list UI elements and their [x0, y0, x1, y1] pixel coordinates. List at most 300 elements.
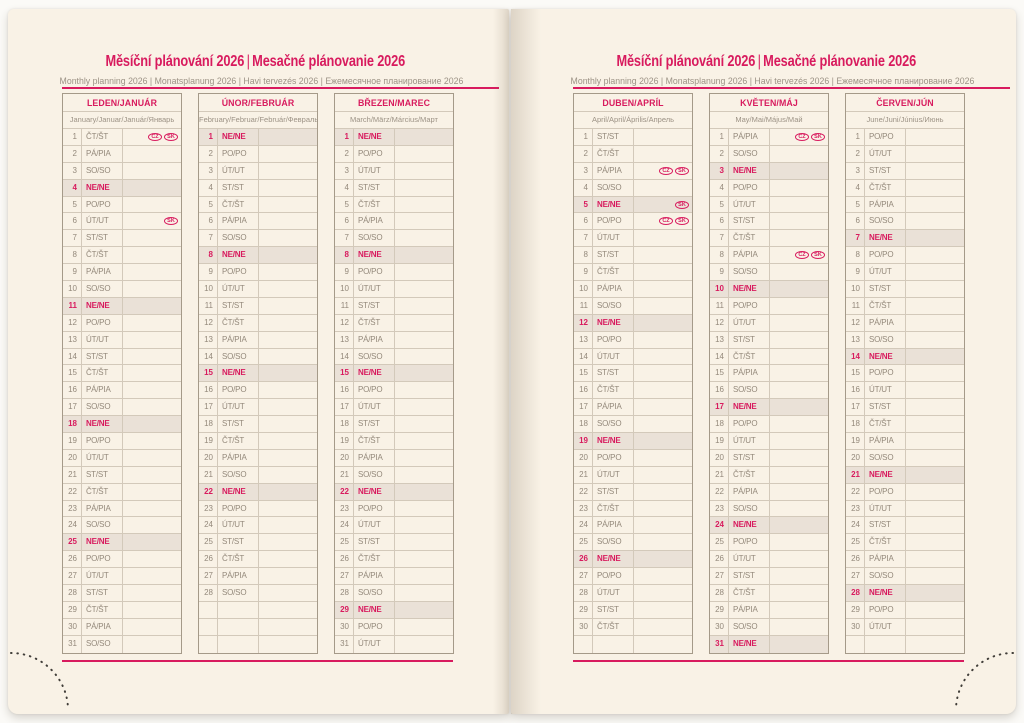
- day-row-sunday: [335, 602, 453, 619]
- weekday-cell: ČT/ŠT: [218, 197, 259, 213]
- weekday-cell: NE/NE: [354, 129, 395, 145]
- day-number-cell: 19: [574, 433, 593, 449]
- day-number-cell: [846, 636, 865, 653]
- weekday-cell: SO/SO: [218, 585, 259, 601]
- weekday-cell: ÚT/UT: [729, 551, 770, 567]
- day-number-cell: 23: [63, 501, 82, 517]
- notes-cell: [123, 636, 181, 653]
- notes-cell: [123, 129, 181, 145]
- day-row: [63, 129, 181, 146]
- day-number-cell: 14: [335, 349, 354, 365]
- empty-row: [846, 636, 964, 653]
- day-row: [63, 382, 181, 399]
- day-row: [63, 365, 181, 382]
- weekday-cell: ČT/ŠT: [218, 315, 259, 331]
- day-row: [574, 213, 692, 230]
- day-row: [63, 501, 181, 518]
- weekday-cell: ÚT/UT: [729, 433, 770, 449]
- day-number-cell: 12: [199, 315, 218, 331]
- day-row-sunday: [846, 349, 964, 366]
- day-row-sunday: [335, 484, 453, 501]
- weekday-cell: ST/ST: [354, 180, 395, 196]
- day-row: [846, 298, 964, 315]
- notes-cell: [634, 382, 692, 398]
- day-row: [574, 450, 692, 467]
- day-number-cell: 14: [199, 349, 218, 365]
- weekday-cell: PÁ/PIA: [593, 163, 634, 179]
- notes-cell: [770, 602, 828, 618]
- day-row: [710, 568, 828, 585]
- day-number-cell: 7: [63, 230, 82, 246]
- day-number-cell: [199, 619, 218, 635]
- day-number-cell: 4: [574, 180, 593, 196]
- notes-cell: [770, 501, 828, 517]
- notes-cell: [395, 146, 453, 162]
- day-number-cell: 20: [63, 450, 82, 466]
- weekday-cell: PO/PO: [82, 551, 123, 567]
- weekday-cell: [218, 636, 259, 653]
- weekday-cell: ÚT/UT: [865, 382, 906, 398]
- notes-cell: [395, 517, 453, 533]
- day-number-cell: 3: [574, 163, 593, 179]
- day-number-cell: 11: [710, 298, 729, 314]
- day-number-cell: [574, 636, 593, 653]
- day-row: [63, 315, 181, 332]
- notes-cell: [906, 433, 964, 449]
- day-number-cell: 17: [846, 399, 865, 415]
- day-row: [710, 180, 828, 197]
- notes-cell: [259, 197, 317, 213]
- day-number-cell: 14: [574, 349, 593, 365]
- holiday-badge-cz: CZ: [659, 217, 673, 225]
- day-row: [846, 213, 964, 230]
- weekday-cell: ST/ST: [593, 484, 634, 500]
- notes-cell: [123, 247, 181, 263]
- day-number-cell: 22: [574, 484, 593, 500]
- weekday-cell: SO/SO: [593, 298, 634, 314]
- weekday-cell: NE/NE: [354, 484, 395, 500]
- day-row: [846, 129, 964, 146]
- day-row: [335, 281, 453, 298]
- weekday-cell: PÁ/PIA: [865, 315, 906, 331]
- notes-cell: [634, 433, 692, 449]
- day-row: [710, 213, 828, 230]
- day-row: [846, 602, 964, 619]
- day-row: [846, 517, 964, 534]
- weekday-cell: PO/PO: [593, 332, 634, 348]
- day-number-cell: 20: [199, 450, 218, 466]
- weekday-cell: SO/SO: [82, 517, 123, 533]
- day-row: [63, 399, 181, 416]
- day-number-cell: 4: [335, 180, 354, 196]
- notes-cell: [770, 230, 828, 246]
- holiday-badge-sk: SK: [675, 167, 689, 175]
- notes-cell: [123, 146, 181, 162]
- notes-cell: [123, 197, 181, 213]
- day-number-cell: 29: [63, 602, 82, 618]
- day-number-cell: 21: [710, 467, 729, 483]
- day-row: [846, 247, 964, 264]
- weekday-cell: ST/ST: [218, 180, 259, 196]
- notes-cell: [259, 213, 317, 229]
- notes-cell: [123, 619, 181, 635]
- day-number-cell: 3: [335, 163, 354, 179]
- day-number-cell: 18: [63, 416, 82, 432]
- holiday-badge-cz: CZ: [795, 133, 809, 141]
- weekday-cell: PÁ/PIA: [729, 129, 770, 145]
- day-number-cell: 25: [335, 534, 354, 550]
- day-row-sunday: [710, 281, 828, 298]
- day-row: [574, 180, 692, 197]
- notes-cell: [259, 163, 317, 179]
- notes-cell: [906, 180, 964, 196]
- notes-cell: [906, 230, 964, 246]
- notes-cell: [634, 365, 692, 381]
- day-row: [63, 619, 181, 636]
- day-number-cell: 23: [199, 501, 218, 517]
- day-number-cell: 24: [574, 517, 593, 533]
- day-row: [335, 332, 453, 349]
- day-number-cell: [199, 636, 218, 653]
- weekday-cell: ST/ST: [593, 247, 634, 263]
- notes-cell: [123, 568, 181, 584]
- weekday-cell: ÚT/UT: [865, 146, 906, 162]
- weekday-cell: PO/PO: [865, 602, 906, 618]
- notes-cell: [395, 349, 453, 365]
- notes-cell: [123, 517, 181, 533]
- weekday-cell: NE/NE: [593, 197, 634, 213]
- day-row: [63, 281, 181, 298]
- notes-cell: [770, 163, 828, 179]
- notes-cell: [906, 332, 964, 348]
- day-row: [63, 332, 181, 349]
- day-number-cell: 10: [846, 281, 865, 297]
- day-number-cell: 3: [710, 163, 729, 179]
- weekday-cell: ČT/ŠT: [82, 484, 123, 500]
- weekday-cell: ÚT/UT: [729, 315, 770, 331]
- day-row: [199, 534, 317, 551]
- notes-cell: [259, 298, 317, 314]
- day-number-cell: 11: [846, 298, 865, 314]
- day-row: [710, 467, 828, 484]
- weekday-cell: ČT/ŠT: [593, 382, 634, 398]
- day-number-cell: 26: [335, 551, 354, 567]
- weekday-cell: ÚT/UT: [82, 213, 123, 229]
- weekday-cell: ČT/ŠT: [593, 264, 634, 280]
- day-row-sunday: [710, 636, 828, 653]
- day-row-sunday: [574, 315, 692, 332]
- months-row-left: [62, 93, 454, 654]
- weekday-cell: PÁ/PIA: [593, 281, 634, 297]
- weekday-cell: SO/SO: [865, 568, 906, 584]
- day-row-sunday: [63, 298, 181, 315]
- day-number-cell: 20: [846, 450, 865, 466]
- notes-cell: [395, 197, 453, 213]
- notes-cell: [395, 501, 453, 517]
- day-row: [846, 534, 964, 551]
- notes-cell: [395, 484, 453, 500]
- day-number-cell: 3: [63, 163, 82, 179]
- day-number-cell: 2: [710, 146, 729, 162]
- notes-cell: [634, 585, 692, 601]
- weekday-cell: SO/SO: [729, 501, 770, 517]
- notes-cell: [906, 129, 964, 145]
- weekday-cell: SO/SO: [354, 349, 395, 365]
- day-row: [63, 247, 181, 264]
- weekday-cell: PÁ/PIA: [218, 332, 259, 348]
- weekday-cell: NE/NE: [82, 534, 123, 550]
- day-row: [846, 197, 964, 214]
- day-row: [846, 568, 964, 585]
- day-row: [335, 585, 453, 602]
- page-title-czech: Měsíční plánování 2026: [616, 53, 755, 70]
- notes-cell: [123, 332, 181, 348]
- day-number-cell: 21: [335, 467, 354, 483]
- tear-corner-perforation: [10, 649, 72, 711]
- weekday-cell: ČT/ŠT: [354, 315, 395, 331]
- weekday-cell: ÚT/UT: [354, 399, 395, 415]
- notes-cell: [634, 129, 692, 145]
- weekday-cell: PÁ/PIA: [865, 197, 906, 213]
- weekday-cell: [865, 636, 906, 653]
- months-row-right: [573, 93, 965, 654]
- day-row: [63, 163, 181, 180]
- day-number-cell: 21: [846, 467, 865, 483]
- day-number-cell: 2: [63, 146, 82, 162]
- weekday-cell: PO/PO: [865, 365, 906, 381]
- day-row: [710, 534, 828, 551]
- day-number-cell: 9: [63, 264, 82, 280]
- notes-cell: [770, 180, 828, 196]
- weekday-cell: PO/PO: [865, 129, 906, 145]
- day-number-cell: 27: [574, 568, 593, 584]
- day-row: [574, 585, 692, 602]
- notes-cell: [634, 636, 692, 653]
- notes-cell: [770, 568, 828, 584]
- weekday-cell: ČT/ŠT: [82, 247, 123, 263]
- day-row: [335, 213, 453, 230]
- day-number-cell: 2: [335, 146, 354, 162]
- day-number-cell: 8: [335, 247, 354, 263]
- day-row: [199, 146, 317, 163]
- notes-cell: [395, 365, 453, 381]
- day-number-cell: 13: [335, 332, 354, 348]
- holiday-badge-cz: CZ: [148, 133, 162, 141]
- notes-cell: [123, 467, 181, 483]
- notes-cell: [634, 501, 692, 517]
- weekday-cell: PÁ/PIA: [865, 551, 906, 567]
- day-row: [574, 399, 692, 416]
- weekday-cell: ST/ST: [354, 534, 395, 550]
- weekday-cell: PÁ/PIA: [593, 517, 634, 533]
- weekday-cell: ČT/ŠT: [82, 129, 123, 145]
- day-number-cell: 8: [199, 247, 218, 263]
- notes-cell: [395, 602, 453, 618]
- day-number-cell: 22: [199, 484, 218, 500]
- day-row: [710, 197, 828, 214]
- notes-cell: [259, 399, 317, 415]
- weekday-cell: PO/PO: [354, 382, 395, 398]
- weekday-cell: ČT/ŠT: [865, 180, 906, 196]
- day-row-sunday: [335, 365, 453, 382]
- weekday-cell: ST/ST: [82, 349, 123, 365]
- weekday-cell: SO/SO: [729, 264, 770, 280]
- weekday-cell: PÁ/PIA: [354, 213, 395, 229]
- day-number-cell: 16: [63, 382, 82, 398]
- weekday-cell: PÁ/PIA: [218, 450, 259, 466]
- day-row: [574, 332, 692, 349]
- day-number-cell: 6: [574, 213, 593, 229]
- month-table: [334, 93, 454, 654]
- weekday-cell: ČT/ŠT: [82, 602, 123, 618]
- weekday-cell: PÁ/PIA: [82, 619, 123, 635]
- weekday-cell: SO/SO: [865, 450, 906, 466]
- weekday-cell: ST/ST: [865, 399, 906, 415]
- weekday-cell: [218, 619, 259, 635]
- notes-cell: [634, 213, 692, 229]
- weekday-cell: NE/NE: [593, 551, 634, 567]
- notes-cell: [123, 349, 181, 365]
- weekday-cell: ÚT/UT: [218, 517, 259, 533]
- day-row: [63, 585, 181, 602]
- day-number-cell: 11: [199, 298, 218, 314]
- weekday-cell: ÚT/UT: [354, 636, 395, 653]
- notes-cell: [770, 315, 828, 331]
- weekday-cell: PO/PO: [865, 484, 906, 500]
- month-table: [845, 93, 965, 654]
- holiday-badge-sk: SK: [164, 217, 178, 225]
- weekday-cell: ČT/ŠT: [218, 433, 259, 449]
- notes-cell: [395, 619, 453, 635]
- page-title-slovak: Mesačné plánovanie 2026: [251, 53, 405, 70]
- notes-cell: [770, 146, 828, 162]
- day-number-cell: 19: [199, 433, 218, 449]
- day-number-cell: 10: [199, 281, 218, 297]
- day-number-cell: 17: [574, 399, 593, 415]
- notes-cell: [395, 551, 453, 567]
- day-number-cell: 4: [63, 180, 82, 196]
- notes-cell: [395, 399, 453, 415]
- notes-cell: [259, 332, 317, 348]
- day-number-cell: 20: [710, 450, 729, 466]
- day-row: [574, 230, 692, 247]
- day-number-cell: 9: [710, 264, 729, 280]
- notes-cell: [770, 467, 828, 483]
- day-number-cell: 22: [846, 484, 865, 500]
- day-row: [199, 332, 317, 349]
- day-number-cell: 19: [710, 433, 729, 449]
- weekday-cell: NE/NE: [593, 315, 634, 331]
- day-number-cell: 30: [574, 619, 593, 635]
- day-row: [199, 399, 317, 416]
- notes-cell: [770, 585, 828, 601]
- day-number-cell: 5: [846, 197, 865, 213]
- weekday-cell: PO/PO: [593, 568, 634, 584]
- weekday-cell: NE/NE: [729, 399, 770, 415]
- day-number-cell: 7: [199, 230, 218, 246]
- notes-cell: [906, 281, 964, 297]
- notes-cell: [634, 416, 692, 432]
- day-row: [574, 467, 692, 484]
- weekday-cell: NE/NE: [729, 163, 770, 179]
- day-number-cell: 18: [846, 416, 865, 432]
- weekday-cell: PÁ/PIA: [729, 602, 770, 618]
- weekday-cell: PÁ/PIA: [729, 484, 770, 500]
- notes-cell: [634, 349, 692, 365]
- weekday-cell: ÚT/UT: [82, 332, 123, 348]
- day-number-cell: 26: [63, 551, 82, 567]
- weekday-cell: ST/ST: [729, 213, 770, 229]
- weekday-cell: ČT/ŠT: [729, 467, 770, 483]
- notes-cell: [259, 129, 317, 145]
- weekday-cell: ÚT/UT: [82, 568, 123, 584]
- day-number-cell: 25: [199, 534, 218, 550]
- notes-cell: [259, 247, 317, 263]
- notes-cell: [906, 247, 964, 263]
- day-row: [846, 163, 964, 180]
- weekday-cell: NE/NE: [354, 365, 395, 381]
- day-number-cell: 8: [710, 247, 729, 263]
- weekday-cell: ST/ST: [82, 585, 123, 601]
- notes-cell: [906, 382, 964, 398]
- notes-cell: [395, 534, 453, 550]
- day-row: [710, 602, 828, 619]
- day-row: [63, 568, 181, 585]
- day-number-cell: 18: [199, 416, 218, 432]
- weekday-cell: PÁ/PIA: [354, 332, 395, 348]
- day-number-cell: 26: [710, 551, 729, 567]
- weekday-cell: ÚT/UT: [865, 619, 906, 635]
- weekday-cell: ČT/ŠT: [82, 365, 123, 381]
- day-row-sunday: [710, 399, 828, 416]
- day-number-cell: 14: [710, 349, 729, 365]
- notes-cell: [123, 534, 181, 550]
- notes-cell: [259, 349, 317, 365]
- day-row: [199, 197, 317, 214]
- day-number-cell: 15: [574, 365, 593, 381]
- weekday-cell: PÁ/PIA: [354, 450, 395, 466]
- day-row: [335, 382, 453, 399]
- day-row: [199, 213, 317, 230]
- day-number-cell: 28: [63, 585, 82, 601]
- day-row-sunday: [574, 197, 692, 214]
- weekday-cell: SO/SO: [593, 534, 634, 550]
- notes-cell: [123, 602, 181, 618]
- weekday-cell: ST/ST: [354, 298, 395, 314]
- weekday-cell: ČT/ŠT: [865, 534, 906, 550]
- weekday-cell: ÚT/UT: [354, 163, 395, 179]
- day-row: [63, 349, 181, 366]
- day-row-sunday: [710, 517, 828, 534]
- header-rule: [573, 87, 1010, 89]
- notes-cell: [259, 365, 317, 381]
- notes-cell: [259, 619, 317, 635]
- day-row: [335, 416, 453, 433]
- day-row: [335, 501, 453, 518]
- day-row: [63, 602, 181, 619]
- day-number-cell: 17: [335, 399, 354, 415]
- month-subtitle: February/Februar/Február/Февраль: [199, 112, 317, 129]
- notes-cell: [259, 315, 317, 331]
- weekday-cell: PÁ/PIA: [82, 382, 123, 398]
- day-number-cell: 23: [335, 501, 354, 517]
- day-row: [846, 416, 964, 433]
- notes-cell: [770, 433, 828, 449]
- weekday-cell: ÚT/UT: [218, 281, 259, 297]
- weekday-cell: PÁ/PIA: [865, 433, 906, 449]
- day-number-cell: 4: [846, 180, 865, 196]
- day-row: [335, 197, 453, 214]
